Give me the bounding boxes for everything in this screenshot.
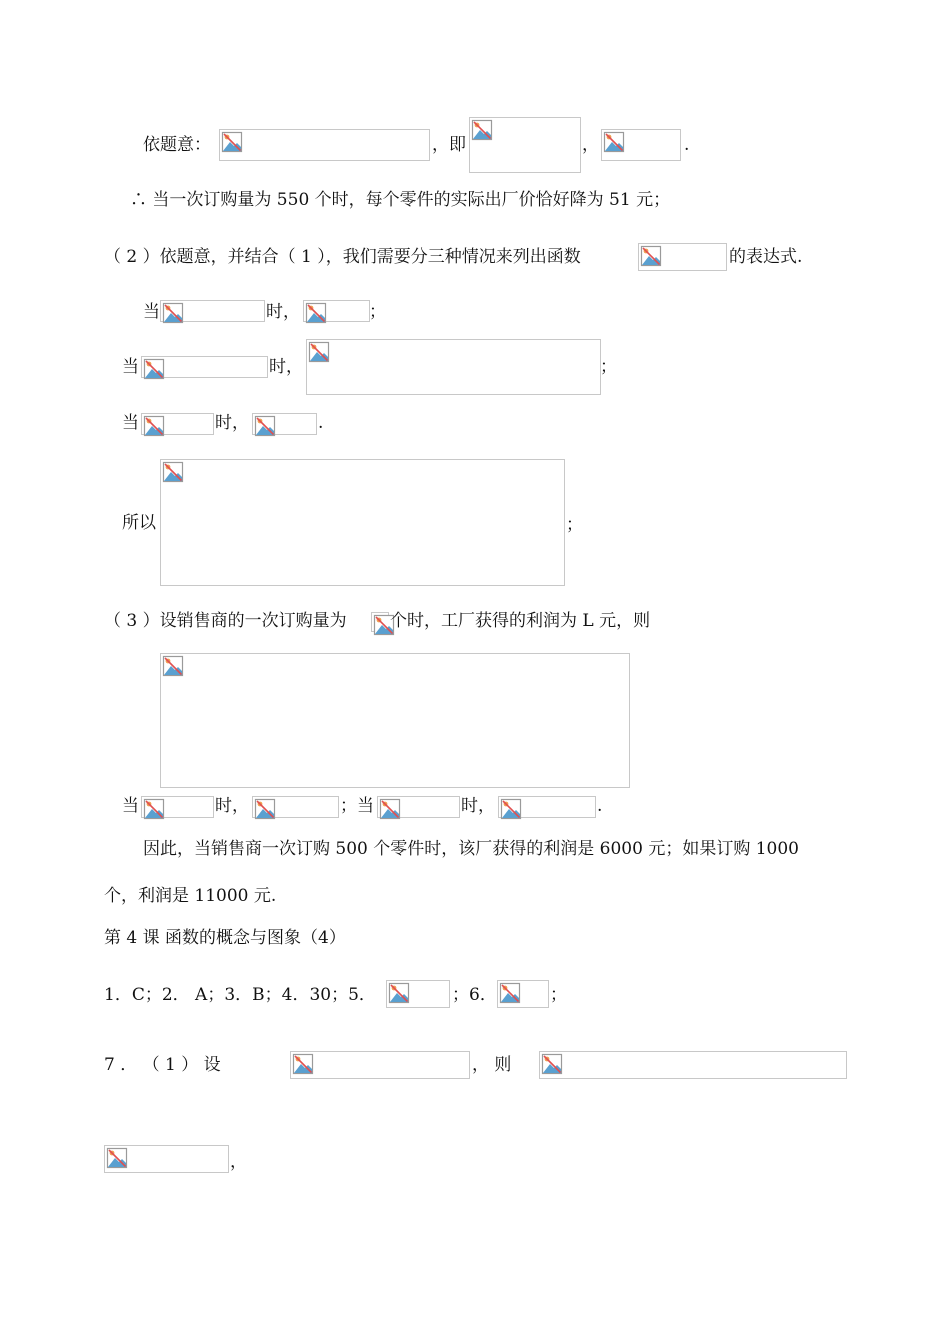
text-label: ， 则 — [472, 1055, 512, 1075]
text-label: 时， — [215, 413, 249, 433]
formula-image — [219, 129, 430, 161]
broken-image-icon — [254, 798, 276, 820]
text-label: 时， — [461, 796, 495, 816]
broken-image-icon — [106, 1147, 128, 1169]
formula-image — [371, 612, 389, 632]
text-label: 当 — [122, 796, 139, 816]
formula-image — [160, 300, 265, 322]
formula-image — [141, 356, 268, 378]
formula-image — [252, 413, 317, 435]
text-label: 时， — [266, 302, 300, 322]
text-label: ； — [600, 357, 617, 377]
broken-image-icon — [292, 1053, 314, 1075]
formula-image — [160, 459, 565, 586]
text-paragraph: （ 3 ）设销售商的一次订购量为 — [104, 611, 347, 631]
text-paragraph: 个，利润是 11000 元. — [104, 886, 277, 906]
text-label: ， — [582, 135, 599, 155]
broken-image-icon — [143, 358, 165, 380]
text-paragraph: 个时，工厂获得的利润为 L 元，则 — [390, 611, 651, 631]
formula-image — [497, 980, 549, 1008]
broken-image-icon — [254, 415, 276, 437]
text-label: 时， — [215, 796, 249, 816]
text-paragraph: （ 2 ）依题意，并结合（ 1 ），我们需要分三种情况来列出函数 — [104, 247, 581, 267]
formula-image — [386, 980, 450, 1008]
text-label: ， — [230, 1152, 247, 1172]
text-paragraph: ∴ 当一次订购量为 550 个时，每个零件的实际出厂价恰好降为 51 元； — [130, 190, 671, 210]
text-label: 当 — [122, 413, 139, 433]
text-label: 依题意： — [143, 135, 211, 155]
text-label: 的表达式. — [729, 247, 803, 267]
text-label: 7 ． （ 1 ） 设 — [104, 1055, 221, 1075]
text-label: ，即 — [432, 135, 466, 155]
formula-image — [160, 653, 630, 788]
broken-image-icon — [471, 119, 493, 141]
broken-image-icon — [640, 245, 662, 267]
text-label: ； — [550, 985, 567, 1005]
formula-image — [141, 796, 214, 818]
text-label: ；6． — [452, 985, 497, 1005]
broken-image-icon — [388, 982, 410, 1004]
broken-image-icon — [162, 655, 184, 677]
text-label: . — [597, 796, 603, 816]
text-label: 当 — [122, 357, 139, 377]
broken-image-icon — [143, 798, 165, 820]
text-paragraph: 因此，当销售商一次订购 500 个零件时，该厂获得的利润是 6000 元；如果订购 1000 — [143, 839, 799, 859]
text-label: 时， — [269, 357, 303, 377]
formula-image — [498, 796, 596, 818]
formula-image — [638, 243, 727, 271]
text-label: . — [318, 413, 324, 433]
formula-image — [469, 117, 581, 173]
broken-image-icon — [162, 461, 184, 483]
text-label: . — [684, 135, 690, 155]
text-label: 所以 — [122, 513, 156, 533]
formula-image — [303, 300, 370, 322]
broken-image-icon — [499, 982, 521, 1004]
section-heading: 第 4 课 函数的概念与图象（4） — [104, 928, 346, 948]
broken-image-icon — [373, 614, 389, 630]
text-label: ；当 — [340, 796, 374, 816]
formula-image — [377, 796, 460, 818]
broken-image-icon — [143, 415, 165, 437]
formula-image — [306, 339, 601, 395]
broken-image-icon — [541, 1053, 563, 1075]
broken-image-icon — [305, 302, 327, 324]
formula-image — [290, 1051, 470, 1079]
broken-image-icon — [603, 131, 625, 153]
formula-image — [539, 1051, 847, 1079]
formula-image — [601, 129, 681, 161]
broken-image-icon — [500, 798, 522, 820]
formula-image — [104, 1145, 229, 1173]
text-label: ； — [369, 302, 386, 322]
text-label: ； — [566, 515, 583, 535]
broken-image-icon — [308, 341, 330, 363]
formula-image — [252, 796, 339, 818]
answer-list: 1．C；2． A；3．B；4．30；5． — [104, 985, 376, 1005]
broken-image-icon — [379, 798, 401, 820]
formula-image — [141, 413, 214, 435]
broken-image-icon — [221, 131, 243, 153]
broken-image-icon — [162, 302, 184, 324]
text-label: 当 — [143, 302, 160, 322]
